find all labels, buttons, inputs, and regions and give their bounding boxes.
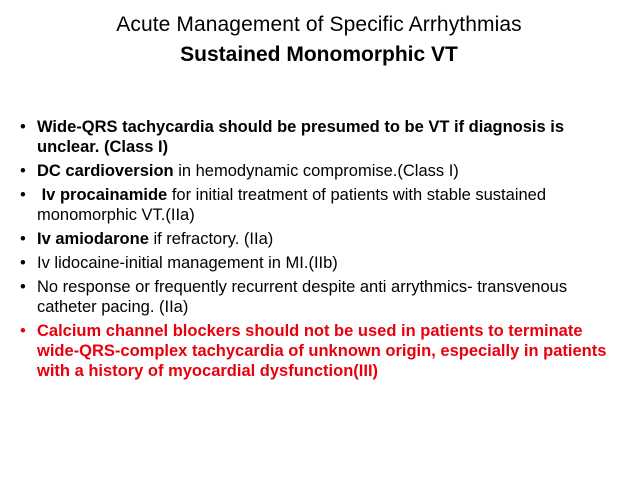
bullet-text: in hemodynamic compromise.(Class I) (173, 162, 459, 180)
bullet-bold-text: Iv procainamide (41, 186, 168, 204)
bullet-dot-icon: • (20, 254, 26, 272)
bullet-dot-icon: • (20, 278, 26, 296)
bullet-dot-icon: • (20, 230, 26, 248)
bullet-text: for initial treatment of patients with stable sustained monomorphic VT.(IIa) (37, 186, 547, 224)
bullet-dot-icon: • (20, 118, 26, 136)
bullet-text: if refractory. (IIa) (148, 230, 274, 248)
bullet-item-dc-cardioversion (20, 161, 625, 181)
bullet-bold-text: Wide-QRS tachycardia should be presumed to be VT if diagnosis is unclear. (Class I) (37, 118, 565, 156)
bullet-text: No response or frequently recurrent despite anti arrythmics- transvenous catheter pacing. (IIa) (37, 278, 568, 316)
bullet-item-pacing (20, 277, 625, 317)
bullet-dot-icon: • (20, 322, 26, 340)
bullet-bold-text: Iv amiodarone (37, 230, 149, 248)
bullet-item-lidocaine (20, 253, 625, 273)
bullet-bold-text: DC cardioversion (37, 162, 174, 180)
bullet-item-amiodarone (20, 229, 625, 249)
bullet-bold-text: Calcium channel blockers should not be used in patients to terminate wide-QRS-complex tachycardia of unknown origin, especially in patients with a history of myocardial dysfunction(III) (37, 322, 607, 380)
title-main: Acute Management of Specific Arrhythmias (116, 13, 522, 36)
slide-title (0, 10, 638, 70)
bullet-item-calcium-warning (20, 321, 625, 381)
bullet-dot-icon: • (20, 162, 26, 180)
bullet-item-procainamide (20, 185, 625, 225)
bullet-item-presume-vt (20, 117, 625, 157)
bullet-dot-icon: • (20, 186, 26, 204)
bullet-list (20, 117, 625, 385)
bullet-text: Iv lidocaine-initial management in MI.(IIb) (37, 254, 338, 272)
title-subtitle: Sustained Monomorphic VT (180, 43, 458, 66)
